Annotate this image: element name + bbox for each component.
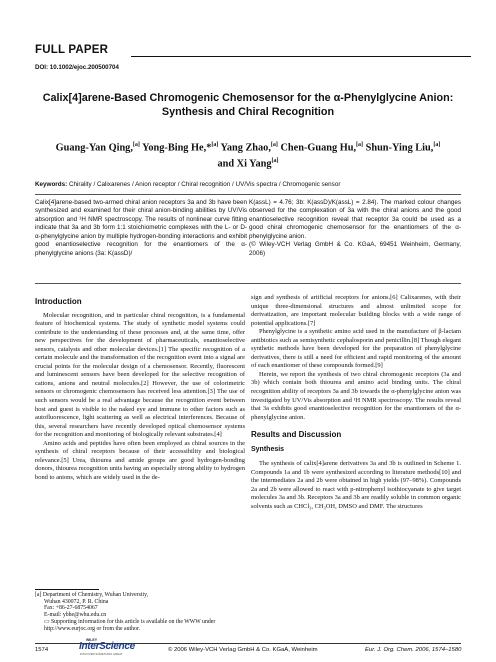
author-name: and Xi Yang	[217, 158, 272, 170]
keywords-label: Keywords:	[35, 181, 68, 188]
paragraph: Amino acids and peptides have often been employed as chiral sources in the synthesis of chiral receptors because of their accessibility and biological relevance.[5] Urea, thiourea and amide groups are good hydrogen-bonding donors, thiourea recognition units having an especially strong ability to hydrogen bond to anions, which are widely used in the de-	[35, 439, 245, 481]
keywords-text: Chirality / Calixarenes / Anion receptor / Chiral recognition / UV/Vis spectra / Chromogenic sensor	[68, 181, 341, 188]
section-heading-introduction: Introduction	[35, 297, 82, 306]
paragraph: Molecular recognition, and in particular chiral recognition, is a fundamental feature of biochemical systems. The study of synthetic model systems could contribute to the understanding of these processes and, at the same time, offer new perspectives for the development of pharmaceuticals, enantioselective sensors, catalysts and other molecular devices.[1] The specific recognition of a certain molecule and the transformation of the recognition event into a signal are crucial points for the molecular design of a chemosensor. Recently, fluorescent and luminescent sensors have been developed for the selective recognition of cations, anions and neutral molecules.[2] However, the use of colorimetric sensors or chromogenic chemosensors has received less attention.[3] The use of such sensors would be a real advantage because the recognition event between host and guest is visible to the naked eye and immune to other factors such as autofluorescence, light scattering as well as electrical interferences. Because of this, several researchers have recently developed optical chemosensor systems for the recognition and monitoring of biologically relevant substrates.[4]	[35, 311, 245, 439]
author-affiliation: [a]	[271, 157, 279, 164]
doi: DOI: 10.1002/ejoc.200500704	[35, 64, 119, 71]
paragraph: Phenylglycine is a synthetic amino acid used in the manufacture of β-lactam antibiotics such as semisynthetic cephalosporin and penicillin.[8] Though elegant synthetic methods have been developed for the preparation of phenylglycine derivatives, there is still a need for efficient and rapid monitoring of the amount of each enantiomer of these compounds formed.[9]	[251, 328, 461, 370]
title-line-2: Synthesis and Chiral Recognition	[161, 106, 335, 118]
paragraph: Herein, we report the synthesis of two chiral chromogenic receptors (3a and 3b) which contain both thiourea and amino acid binding units. The chiral recognition ability of receptors 3a and 3b towards the α-phenylglycine anion was investigated by UV/Vis absorption and ¹H NMR spectroscopy. The results reveal that 3a exhibits good enantioselective recognition for the enantiomers of the α-phenylglycine anion.	[251, 370, 461, 421]
abstract-divider	[35, 283, 461, 284]
author-name: Yong-Bing He,*	[142, 142, 212, 154]
document-icon: ▭	[44, 618, 50, 625]
body-column-left	[35, 294, 245, 482]
abstract-copyright: (© Wiley-VCH Verlag GmbH & Co. KGaA, 69451 Weinheim, Germany, 2006)	[249, 241, 461, 257]
author-affiliation: [a]	[211, 142, 219, 148]
author-name: Yang Zhao,	[220, 142, 271, 154]
author-affiliation: [a]	[132, 142, 140, 148]
keywords-divider	[35, 194, 461, 195]
author-name: Guang-Yan Qing,	[55, 142, 133, 154]
keywords	[35, 181, 461, 188]
section-heading-results: Results and Discussion	[251, 430, 342, 440]
section-label: FULL PAPER	[35, 44, 109, 56]
author-name: Shun-Ying Liu,	[365, 142, 434, 154]
subsection-heading-synthesis: Synthesis	[251, 445, 285, 453]
affiliation-footnote	[35, 589, 247, 632]
footnote-line: Fax: +86-27-68754067	[44, 605, 98, 612]
supporting-info-note	[35, 619, 247, 632]
logo-wiley-text: WILEY	[86, 638, 98, 642]
paragraph: sign and synthesis of artificial receptors for anions.[6] Calixarenes, with their unique three-dimensional structures and almost unlimited scope for derivatization, are important molecular building blocks with a wide range of potential applications.[7]	[251, 294, 461, 327]
abstract-right-text: K(assL) = 4.76; 3b: K(assD)/K(assL) = 2.84). The marked colour changes observed for the complexation of 3a with the chiral anions and the good enantioselective recognition reveal that receptor 3a could be used as a good chiral chromogenic chemosensor for the enantiomers of the α-phenylglycine anion.	[249, 199, 461, 240]
supporting-info-text: Supporting information for this article is available on the WWW under http://www.eurjoc.org or from the author.	[44, 618, 216, 632]
footnote-marker: [a]	[35, 592, 42, 598]
footnote-rule	[35, 589, 99, 590]
footnote-line: E-mail: ybhe@whu.edu.cn	[44, 612, 107, 619]
footer-copyright: © 2006 Wiley-VCH Verlag GmbH & Co. KGaA, Weinheim	[168, 647, 318, 653]
logo-tagline: DISCOVER SOMETHING GREAT	[80, 652, 123, 656]
logo-interscience-text: InterScience	[79, 641, 135, 652]
journal-citation: Eur. J. Org. Chem. 2006, 1574–1580	[365, 647, 462, 653]
author-affiliation: [a]	[356, 142, 364, 148]
body-column-right	[251, 294, 461, 512]
abstract-left: Calix[4]arene-based two-armed chiral anion receptors 3a and 3b have been synthesized and examined for their chiral anion-binding abilities by UV/Vis absorption and ¹H NMR spectroscopy. The results of nonlinear curve fitting indicate that 3a and 3b form 1:1 stoichiometric complexes with the L- or D-α-phenylglycine anion by multiple hydrogen-bonding interactions and exhibit good enantioselective recognition for the enantiomers of the α-phenylglycine anions (3a: K(assD)/	[35, 199, 247, 257]
page-number: 1574	[35, 647, 49, 653]
author-name: Chen-Guang Hu,	[280, 142, 357, 154]
page-header	[35, 14, 471, 56]
author-list	[35, 139, 461, 171]
article-title	[35, 91, 461, 119]
title-line-1: Calix[4]arene-Based Chromogenic Chemosensor for the α-Phenylglycine Anion:	[42, 92, 454, 104]
paragraph: The synthesis of calix[4]arene derivatives 3a and 3b is outlined in Scheme 1. Compounds 1a and 1b were synthesized according to literature methods[10] and the intermediates 2a and 2b were obtained in high yields (97–98%). Compounds 2a and 2b were allowed to react with p-nitrophenyl isothiocyanate to give target molecules 3a and 3b. Receptors 3a and 3b are readily soluble in common organic solvents such as CHCl₃, CH₃OH, DMSO and DMF. The structures	[251, 460, 461, 511]
footnote-line: Wuhan 430072, P. R. China	[44, 598, 109, 605]
interscience-logo	[72, 638, 144, 656]
author-affiliation: [a]	[433, 142, 441, 148]
author-affiliation: [a]	[270, 142, 278, 148]
footnote-line: Department of Chemistry, Wuhan University,	[42, 592, 149, 598]
header-rule	[131, 56, 471, 57]
abstract-right	[249, 199, 461, 258]
